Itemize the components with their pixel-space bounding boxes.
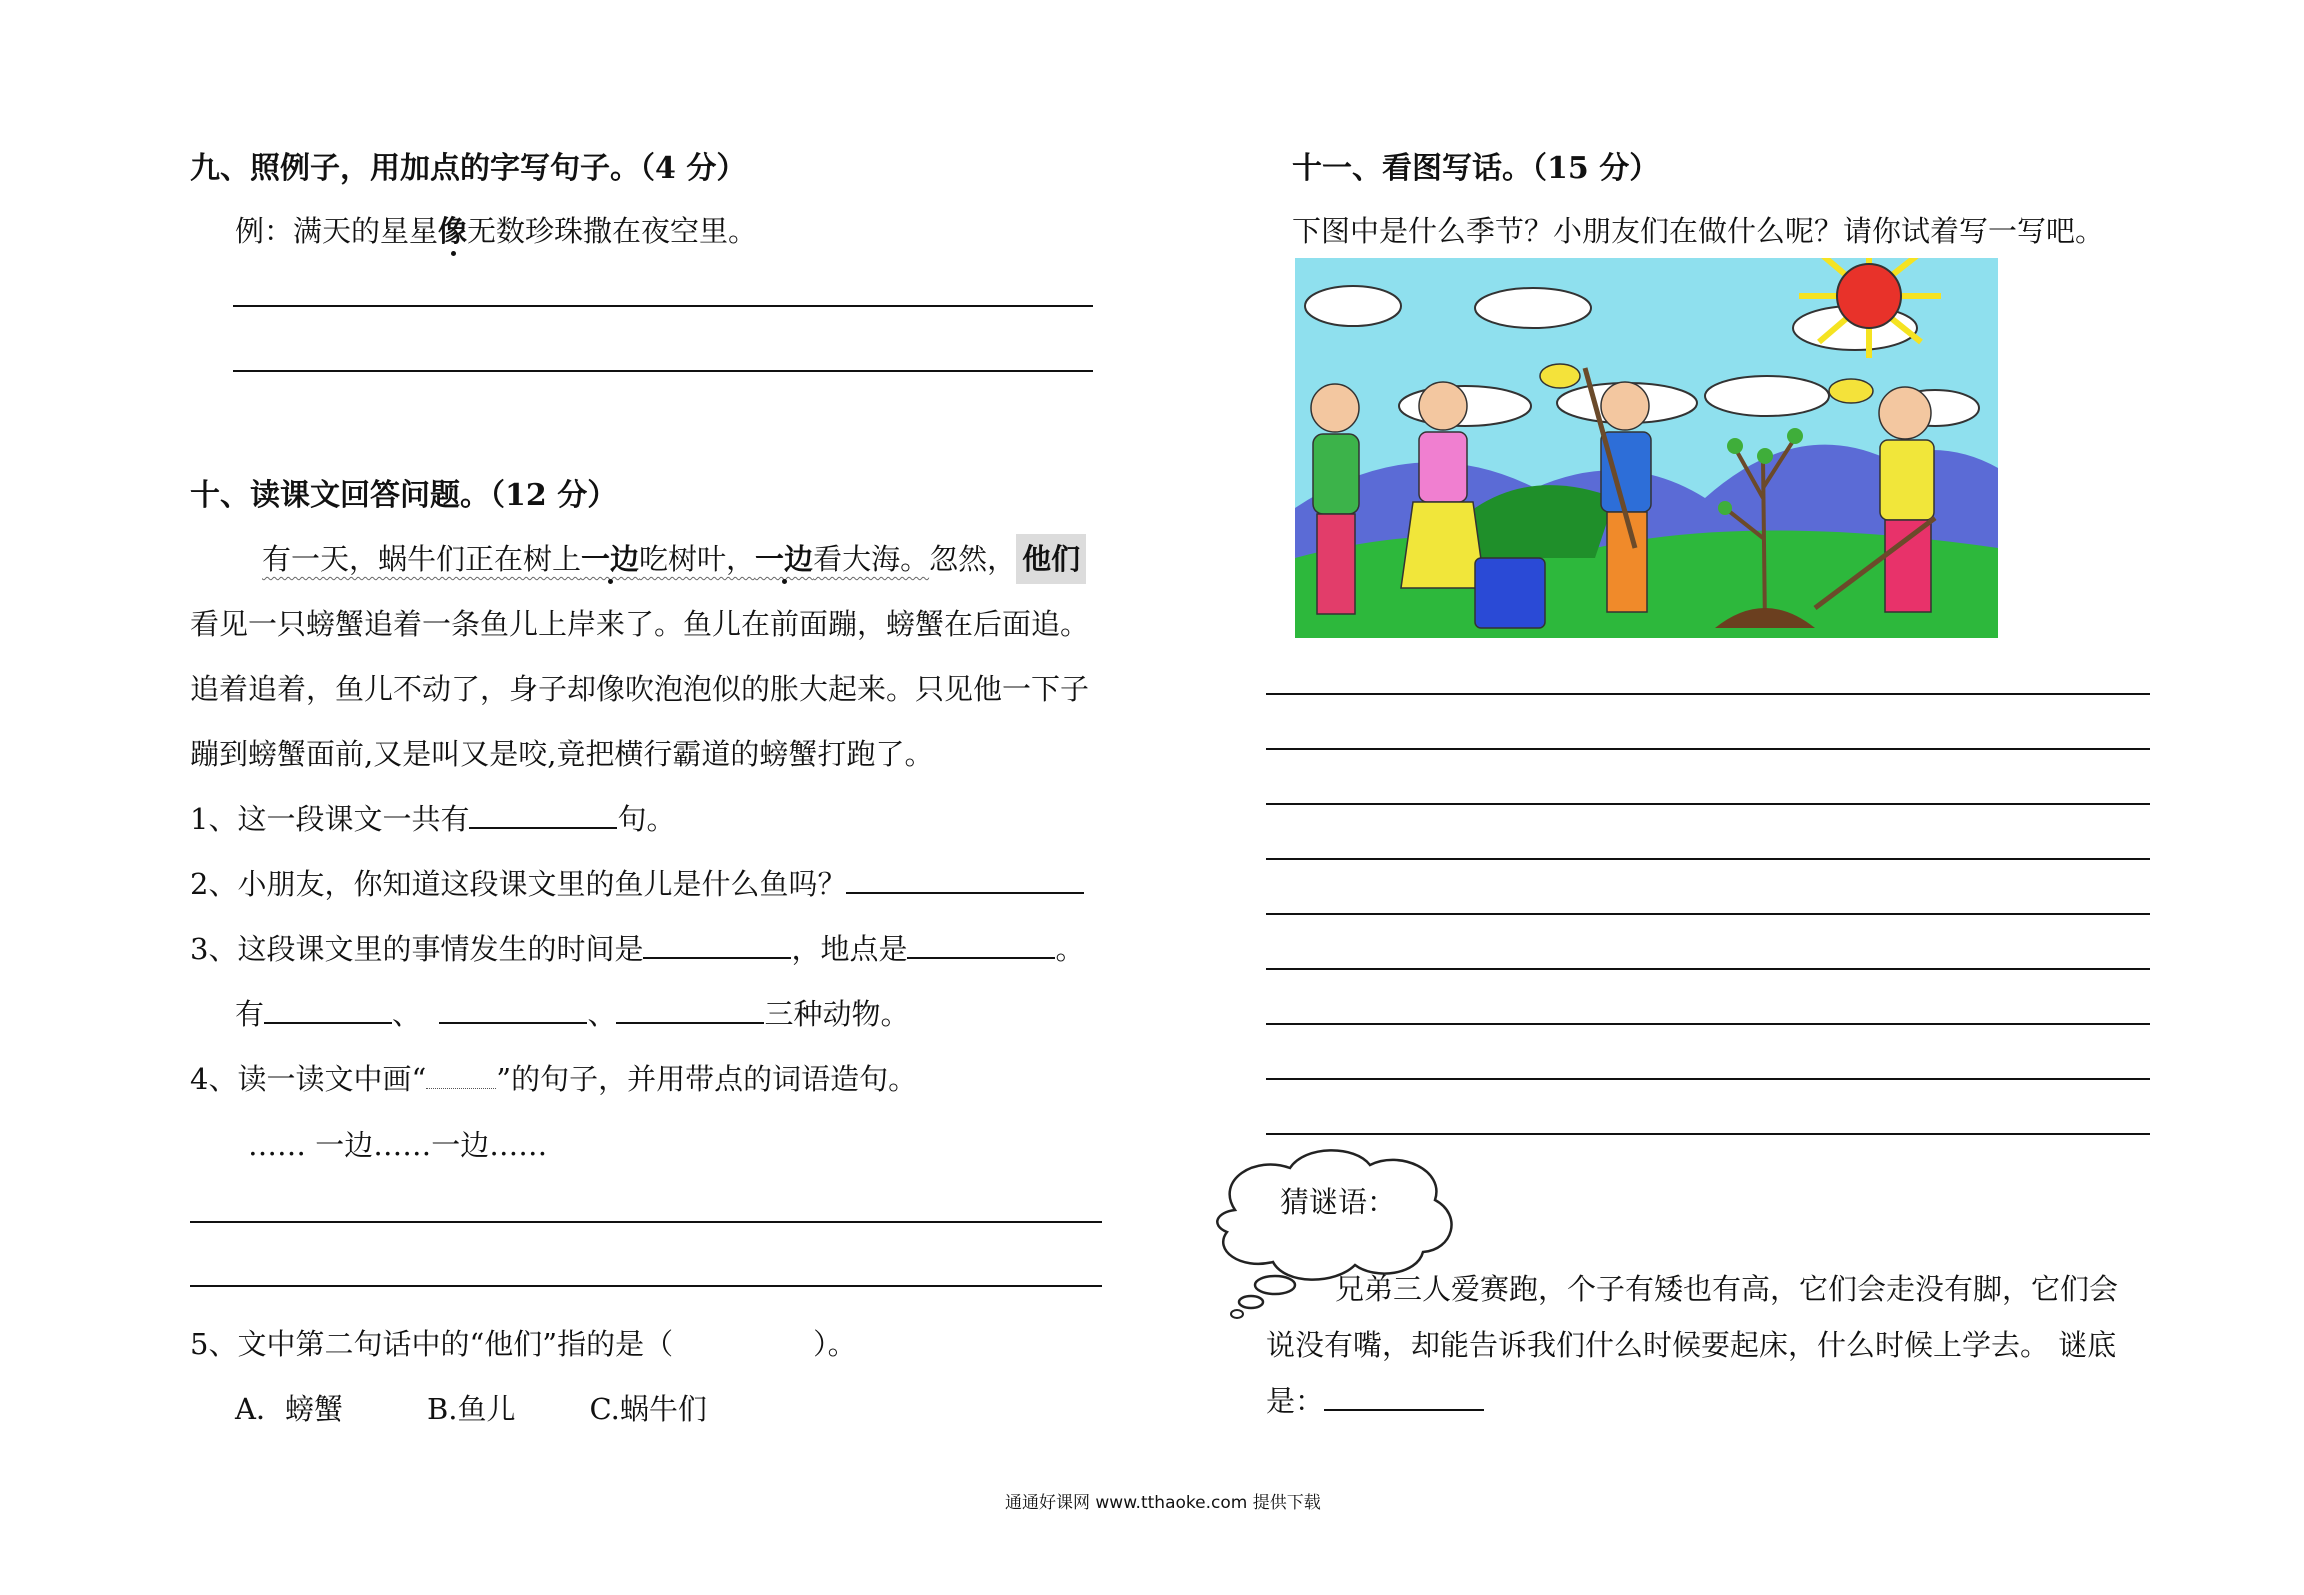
answer-blank[interactable] [907,928,1055,959]
example-dotted-char: 像 [438,214,468,248]
question-text: 1、这一段课文一共有 [190,802,470,836]
answer-line[interactable] [233,305,1093,307]
question-5 [190,1322,857,1363]
question-text: 2、小朋友，你知道这段课文里的鱼儿是什么鱼吗？ [190,867,847,901]
section-11-prompt: 下图中是什么季节？小朋友们在做什么呢？请你试着写一写吧。 [1292,214,2105,248]
question-text: 、 [392,997,422,1031]
section-11-title: 十一、看图写话。（15 分） [1292,151,1660,186]
spring-planting-illustration [1295,258,1998,638]
answer-line[interactable] [190,1285,1102,1287]
answer-blank[interactable] [1324,1380,1484,1411]
writing-line[interactable] [1266,1078,2150,1080]
question-5-options [235,1387,707,1428]
writing-line[interactable] [1266,693,2150,695]
question-text: ”的句子，并用带点的词语造句。 [496,1062,918,1096]
example-text-before: 例：满天的星星 [235,214,439,248]
question-text: 3、这段课文里的事情发生的时间是 [190,932,644,966]
riddle-line-3 [1266,1379,1484,1420]
passage-text: 吃树叶， [639,542,756,576]
answer-blank[interactable] [469,798,617,829]
section-9-example [235,209,757,250]
answer-blank[interactable] [439,993,587,1024]
passage-text: 看大海。 [813,542,930,576]
riddle-label: 猜谜语： [1280,1185,1397,1219]
section-9-title: 九、照例子，用加点的字写句子。（4 分） [190,151,747,186]
writing-line[interactable] [1266,858,2150,860]
question-text: 。 [1055,932,1085,966]
answer-line[interactable] [190,1221,1102,1223]
option-a[interactable]: A．螃蟹 [235,1392,343,1426]
option-c[interactable]: C.蜗牛们 [589,1392,707,1426]
writing-line[interactable] [1266,1133,2150,1135]
sun-icon [1837,264,1901,328]
passage-line-3: 追着追着，鱼儿不动了，身子却像吹泡泡似的胀大起来。只见他一下子 [190,672,1090,706]
question-text: 、 [587,997,617,1031]
passage-line-1 [262,537,1086,578]
question-4-pattern: …… 一边……一边…… [248,1128,548,1162]
writing-line[interactable] [1266,1023,2150,1025]
wavy-underlined-sentence [262,542,929,576]
question-text: 5、文中第二句话中的“他们”指的是（ [190,1327,674,1361]
cloud-shape [1475,288,1591,328]
question-text: 句。 [617,802,676,836]
answer-line[interactable] [233,370,1093,372]
footer-credit: 通通好课网 www.tthaoke.com 提供下载 [1005,1493,1321,1513]
answer-blank[interactable] [616,993,764,1024]
cloud-shape [1305,286,1401,326]
question-4 [190,1057,917,1098]
highlighted-word: 他们 [1016,534,1086,584]
section-10-title: 十、读课文回答问题。（12 分） [190,478,618,513]
passage-text: 忽然， [929,542,1017,576]
question-text: ，地点是 [791,932,908,966]
passage-line-4: 蹦到螃蟹面前,又是叫又是咬,竟把横行霸道的螃蟹打跑了。 [190,737,934,771]
answer-blank[interactable] [643,928,791,959]
option-b[interactable]: B.鱼儿 [426,1392,516,1426]
passage-text: 有一天，蜗牛们正在树上 [262,542,582,576]
bird-icon [1829,379,1873,403]
question-2 [190,862,1084,903]
wavy-line-sample [426,1059,496,1089]
cloud-shape [1705,376,1829,416]
dotted-word: 一边 [755,542,814,576]
passage-line-2: 看见一只螃蟹追着一条鱼儿上岸来了。鱼儿在前面蹦，螃蟹在后面追。 [190,607,1090,641]
question-text: ）。 [813,1327,857,1361]
writing-line[interactable] [1266,968,2150,970]
question-3-animals [235,992,910,1033]
question-1 [190,797,675,838]
riddle-line-1: 兄弟三人爱赛跑，个子有矮也有高，它们会走没有脚，它们会 [1335,1272,2119,1306]
answer-blank[interactable] [846,863,1084,894]
answer-blank[interactable] [264,993,392,1024]
question-text: 有 [235,997,265,1031]
question-text: 三种动物。 [764,997,910,1031]
question-3 [190,927,1084,968]
writing-line[interactable] [1266,803,2150,805]
example-text-after: 无数珍珠撒在夜空里。 [467,214,758,248]
writing-line[interactable] [1266,748,2150,750]
bird-icon [1540,364,1580,388]
dotted-word: 一边 [581,542,640,576]
writing-line[interactable] [1266,913,2150,915]
question-text: 4、读一读文中画“ [190,1062,427,1096]
riddle-line-2: 说没有嘴，却能告诉我们什么时候要起床，什么时候上学去。 谜底 [1266,1328,2117,1362]
riddle-text: 是： [1266,1384,1325,1418]
